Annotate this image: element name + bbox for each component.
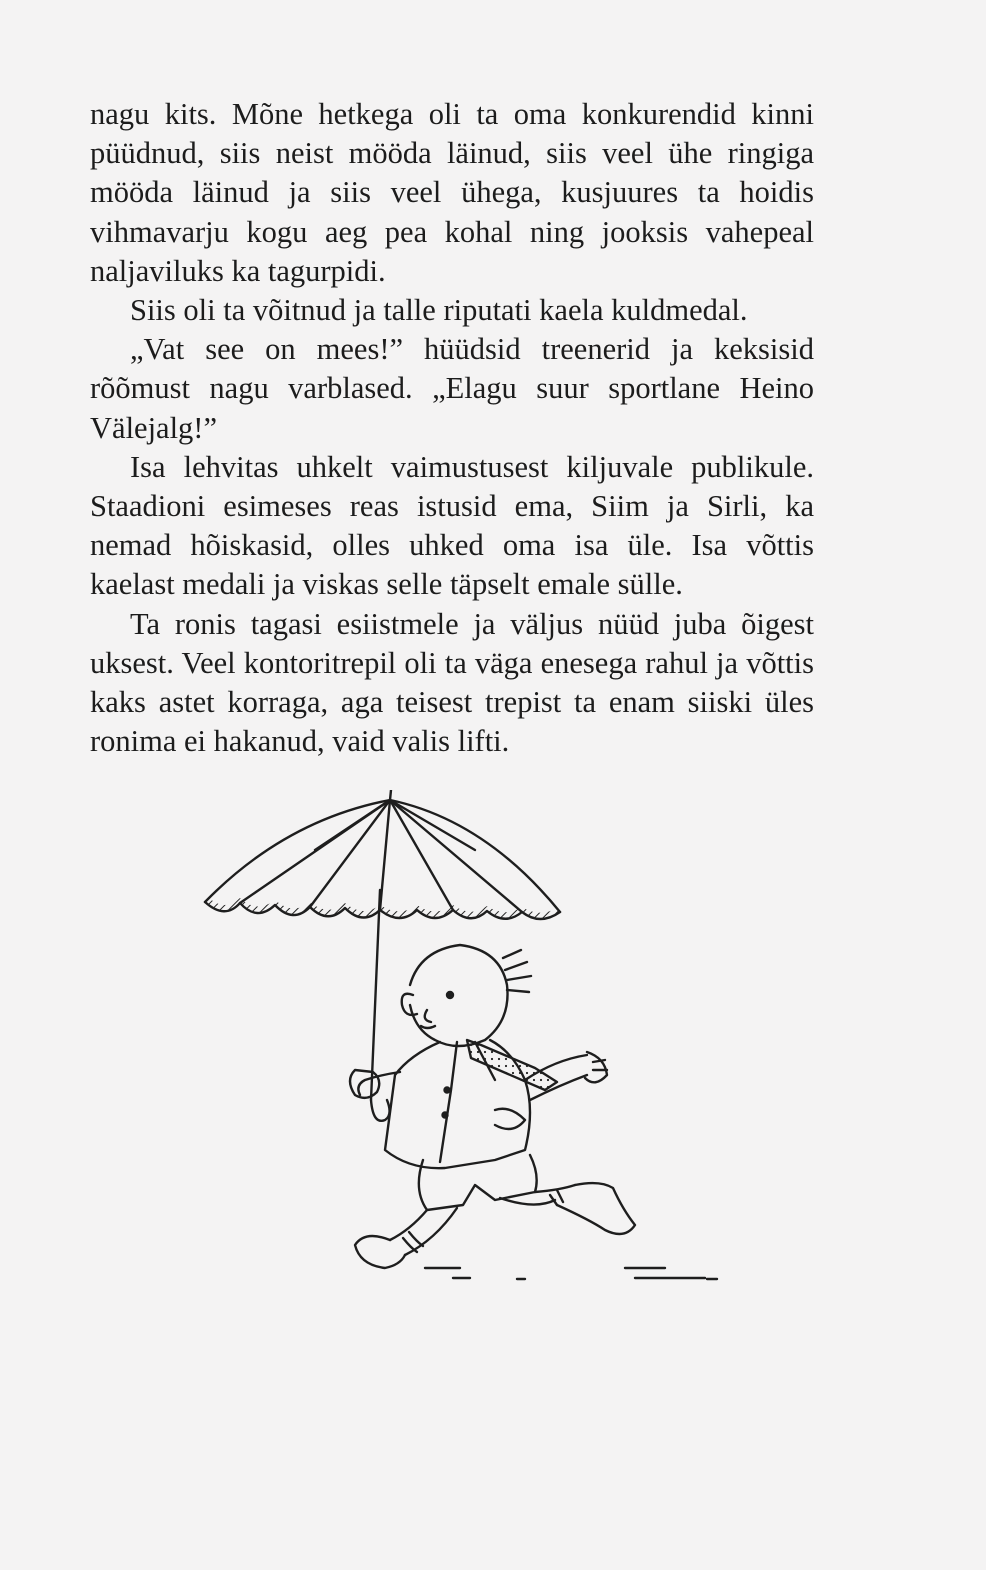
umbrella-handle — [371, 1100, 390, 1121]
paragraph-2: Siis oli ta võitnud ja talle riputati kaela kuldmedal. — [130, 293, 748, 328]
right-hand — [585, 1052, 607, 1082]
left-shoe — [355, 1236, 405, 1268]
paragraph-4: Isa lehvitas uhkelt vaimustusest kiljuvale publikule. Staadioni esimeses reas istusid ema, Siim ja Sirli, ka nemad hõiskasid, olles uhked oma isa üle. Isa võttis kaelast medali ja viskas selle täpselt emale sülle. — [90, 449, 814, 602]
illustration-svg — [195, 790, 735, 1290]
umbrella-shaft — [371, 890, 380, 1100]
left-hand — [350, 1070, 379, 1098]
eye — [447, 992, 453, 998]
head — [410, 945, 508, 1046]
page-text — [90, 95, 814, 761]
paragraph-1: nagu kits. Mõne hetkega oli ta oma konkurendid kinni püüdnud, siis neist mööda läinud, siis veel ühe ringiga mööda läinud ja siis veel ühega, kusjuures ta hoidis vihmavarju kogu aeg pea kohal ning jooksis vahepeal naljaviluks ka tagurpidi. — [90, 97, 814, 288]
running-man-umbrella-illustration — [195, 790, 735, 1290]
tie — [467, 1040, 557, 1090]
right-shoe — [557, 1183, 635, 1234]
paragraph-5: Ta ronis tagasi esiistmele ja väljus nüüd juba õigest uksest. Veel kontoritrepil oli ta väga enesega rahul ja võttis kaks astet korraga, aga teisest trepist ta enam siiski üles ronima ei hakanud, vaid valis lifti. — [90, 606, 814, 759]
paragraph-3: „Vat see on mees!” hüüdsid treenerid ja keksisid rõõmust nagu varblased. „Elagu suur sportlane Heino Välejalg!” — [90, 332, 814, 445]
